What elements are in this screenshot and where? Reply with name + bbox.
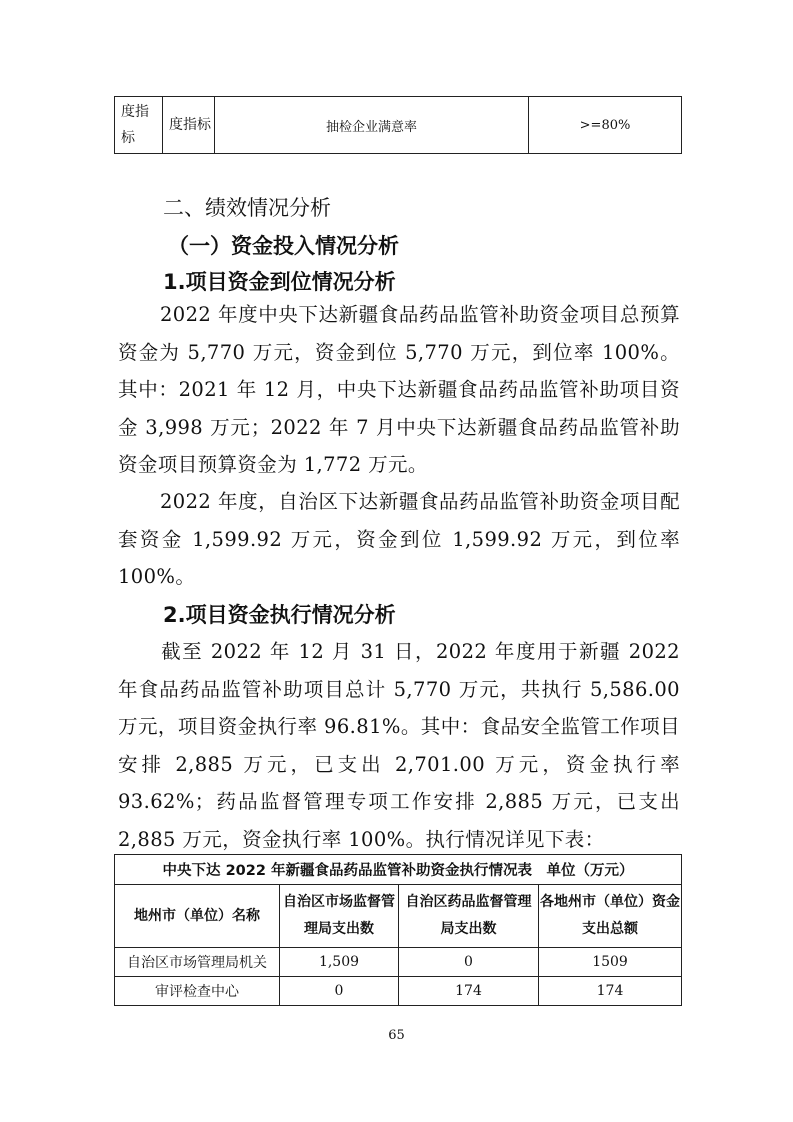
subsection-heading: （一）资金投入情况分析 bbox=[168, 234, 399, 258]
column-header: 各地州市（单位）资金支出总额 bbox=[539, 885, 682, 948]
table-cell: 自治区市场管理局机关 bbox=[115, 948, 280, 977]
table-cell: 174 bbox=[539, 977, 682, 1006]
table-row bbox=[115, 948, 682, 977]
table-row bbox=[115, 97, 682, 154]
table-caption: 中央下达 2022 年新疆食品药品监管补助资金执行情况表 单位（万元） bbox=[115, 855, 682, 885]
table-cell: 0 bbox=[399, 948, 539, 977]
table-row bbox=[115, 977, 682, 1006]
page-number: 65 bbox=[388, 1028, 405, 1043]
paragraph-funds-execution bbox=[118, 633, 680, 858]
table-header-row bbox=[115, 885, 682, 948]
execution-table bbox=[114, 854, 682, 1006]
column-header: 地州市（单位）名称 bbox=[115, 885, 280, 948]
table-cell: 174 bbox=[399, 977, 539, 1006]
section-heading: 二、绩效情况分析 bbox=[163, 196, 331, 220]
table-cell: 1,509 bbox=[280, 948, 399, 977]
column-header: 自治区市场监督管理局支出数 bbox=[280, 885, 399, 948]
item-heading-funds-arrival: 1.项目资金到位情况分析 bbox=[163, 270, 396, 294]
paragraph-funds-arrival bbox=[118, 296, 680, 484]
indicator-level1-cell: 度指标 bbox=[115, 97, 163, 154]
item-heading-funds-execution: 2.项目资金执行情况分析 bbox=[163, 603, 396, 627]
column-header: 自治区药品监督管理局支出数 bbox=[399, 885, 539, 948]
paragraph-regional-funds bbox=[118, 483, 680, 596]
paragraph-text: 2022 年度，自治区下达新疆食品药品监管补助资金项目配套资金 1,599.92 万元，资金到位 1,599.92 万元，到位率 100%。 bbox=[118, 490, 680, 588]
table-caption-row bbox=[115, 855, 682, 885]
indicator-target-cell: >=80% bbox=[529, 97, 682, 154]
table-cell: 1509 bbox=[539, 948, 682, 977]
indicator-table-fragment bbox=[114, 96, 682, 154]
indicator-name-cell: 抽检企业满意率 bbox=[215, 97, 529, 154]
indicator-level2-cell: 度指标 bbox=[163, 97, 215, 154]
table-cell: 审评检查中心 bbox=[115, 977, 280, 1006]
table-cell: 0 bbox=[280, 977, 399, 1006]
paragraph-text: 2022 年度中央下达新疆食品药品监管补助资金项目总预算资金为 5,770 万元，资金到位 5,770 万元，到位率 100%。其中：2021 年 12 月，中央下达新疆食品药品监管补助项目资金 3,998 万元；2022 年 7 月中央下达新疆食品药品监管补助资金项目预算资金为 1,772 万元。 bbox=[118, 303, 680, 476]
paragraph-text: 截至 2022 年 12 月 31 日，2022 年度用于新疆 2022 年食品药品监管补助项目总计 5,770 万元，共执行 5,586.00 万元，项目资金执行率 96.81%。其中：食品安全监管工作项目安排 2,885 万元，已支出 2,701.00 万元，资金执行率 93.62%；药品监督管理专项工作安排 2,885 万元，已支出 2,885 万元，资金执行率 100%。执行情况详见下表： bbox=[118, 640, 680, 851]
